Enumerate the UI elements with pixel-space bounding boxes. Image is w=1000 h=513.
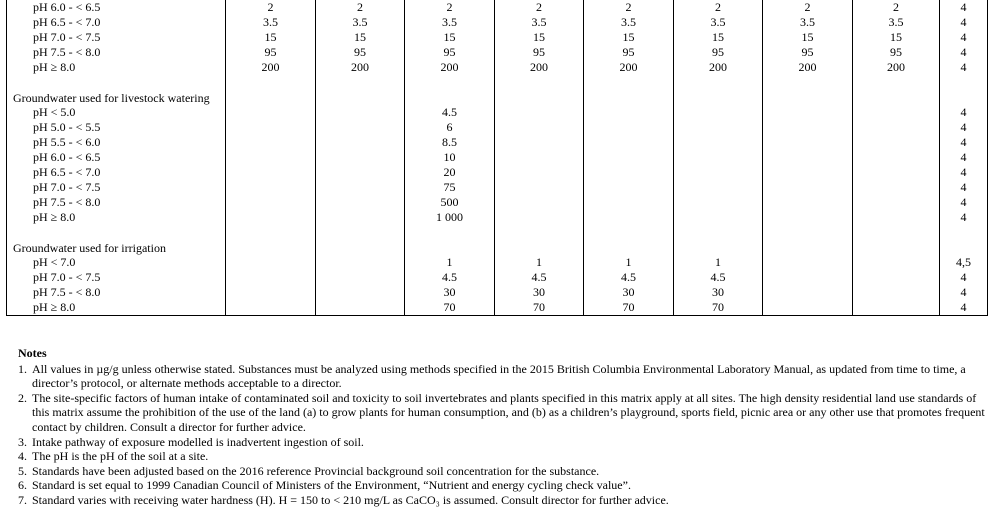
standard-value-cell: 3.5: [584, 15, 674, 30]
matrix-body: [7, 0, 988, 316]
standard-value-cell: 4.5: [405, 270, 495, 285]
table-row: [7, 45, 988, 60]
standard-value-cell: [674, 105, 763, 120]
standard-value-cell: 70: [495, 300, 584, 316]
standard-value-cell: [495, 135, 584, 150]
standard-value-cell: 200: [674, 60, 763, 75]
section-heading: Groundwater used for livestock watering: [7, 90, 226, 105]
standard-value-cell: [674, 120, 763, 135]
standard-value-cell: [584, 120, 674, 135]
standard-value-cell: 4.5: [405, 105, 495, 120]
note-text: Standard varies with receiving water hardness (H). H = 150 to < 210 mg/L as CaCO₃ is assumed. Consult director for further advice.: [32, 492, 669, 507]
note-ref-cell: 4: [940, 30, 988, 45]
standard-value-cell: 95: [226, 45, 316, 60]
standard-value-cell: [226, 255, 316, 270]
standard-value-cell: [495, 195, 584, 210]
ph-range-label: pH < 7.0: [7, 255, 226, 270]
standard-value-cell: [853, 210, 940, 225]
note-ref-cell: 4: [940, 180, 988, 195]
ph-range-label: pH ≥ 8.0: [7, 210, 226, 225]
standard-value-cell: 95: [674, 45, 763, 60]
standard-value-cell: [763, 165, 853, 180]
spacer-row: [7, 75, 988, 90]
note-text: Standard is set equal to 1999 Canadian Council of Ministers of the Environment, “Nutrient and energy cycling check value”.: [32, 478, 631, 493]
note-ref-cell: 4: [940, 135, 988, 150]
standard-value-cell: [763, 270, 853, 285]
standard-value-cell: 30: [495, 285, 584, 300]
standard-value-cell: 15: [853, 30, 940, 45]
standard-value-cell: [763, 300, 853, 316]
standard-value-cell: 15: [405, 30, 495, 45]
standard-value-cell: [226, 120, 316, 135]
standard-value-cell: [316, 105, 405, 120]
standard-value-cell: [316, 285, 405, 300]
standard-value-cell: 500: [405, 195, 495, 210]
standard-value-cell: 95: [584, 45, 674, 60]
standard-value-cell: 200: [405, 60, 495, 75]
note-item: [18, 464, 988, 479]
note-item: [18, 391, 988, 435]
section-heading-row: [7, 240, 988, 255]
standard-value-cell: 15: [316, 30, 405, 45]
standard-value-cell: [316, 165, 405, 180]
standard-value-cell: 15: [495, 30, 584, 45]
standard-value-cell: 95: [316, 45, 405, 60]
table-row: [7, 135, 988, 150]
standard-value-cell: [674, 165, 763, 180]
standard-value-cell: [674, 195, 763, 210]
note-ref-cell: 4: [940, 300, 988, 316]
section-heading-row: [7, 90, 988, 105]
standard-value-cell: 6: [405, 120, 495, 135]
ph-range-label: pH 7.5 - < 8.0: [7, 195, 226, 210]
standard-value-cell: 3.5: [763, 15, 853, 30]
note-item: [18, 493, 988, 508]
note-number: 7.: [18, 492, 27, 507]
standard-value-cell: [226, 195, 316, 210]
ph-range-label: pH 5.5 - < 6.0: [7, 135, 226, 150]
note-ref-cell: 4: [940, 210, 988, 225]
standard-value-cell: [226, 270, 316, 285]
standard-value-cell: 200: [495, 60, 584, 75]
standard-value-cell: 2: [226, 0, 316, 15]
note-text: The site-specific factors of human intake of contaminated soil and toxicity to soil invertebrates and plants specified in this matrix apply at all sites. The high density residential land use standards of this matrix assume the prohibition of the use of the land (a) to grow plants for human consumption, and (b) as a children’s playground, sports field, picnic area or any other use that promotes frequent contact by children. Consult a director for further advice.: [32, 390, 985, 434]
ph-range-label: pH 7.5 - < 8.0: [7, 45, 226, 60]
notes-title: Notes: [18, 346, 47, 360]
standard-value-cell: 95: [763, 45, 853, 60]
ph-range-label: pH 6.5 - < 7.0: [7, 15, 226, 30]
standard-value-cell: 2: [584, 0, 674, 15]
standard-value-cell: 1: [405, 255, 495, 270]
standard-value-cell: [226, 165, 316, 180]
standard-value-cell: [853, 270, 940, 285]
table-row: [7, 60, 988, 75]
note-number: 4.: [18, 449, 27, 464]
standard-value-cell: 15: [674, 30, 763, 45]
notes-list: [18, 362, 988, 508]
note-text: The pH is the pH of the soil at a site.: [32, 449, 209, 464]
standard-value-cell: 70: [674, 300, 763, 316]
standard-value-cell: 200: [226, 60, 316, 75]
note-text: All values in µg/g unless otherwise stated. Substances must be analyzed using methods specified in the 2015 British Columbia Environmental Laboratory Manual, as updated from time to time, a director’s protocol, or alternate methods acceptable to a director.: [32, 361, 966, 391]
standard-value-cell: [763, 180, 853, 195]
standard-value-cell: [853, 135, 940, 150]
standard-value-cell: 2: [405, 0, 495, 15]
standard-value-cell: [226, 300, 316, 316]
standard-value-cell: [853, 300, 940, 316]
standard-value-cell: 8.5: [405, 135, 495, 150]
standard-value-cell: 95: [405, 45, 495, 60]
note-text: Intake pathway of exposure modelled is inadvertent ingestion of soil.: [32, 434, 364, 449]
standard-value-cell: 1 000: [405, 210, 495, 225]
standard-value-cell: 4.5: [674, 270, 763, 285]
standard-value-cell: 4.5: [584, 270, 674, 285]
standard-value-cell: [584, 195, 674, 210]
standard-value-cell: [584, 135, 674, 150]
standard-value-cell: [763, 135, 853, 150]
standards-matrix-table: [6, 0, 988, 316]
standard-value-cell: [316, 180, 405, 195]
note-ref-cell: 4: [940, 45, 988, 60]
standard-value-cell: [853, 285, 940, 300]
standard-value-cell: [495, 120, 584, 135]
standard-value-cell: [674, 150, 763, 165]
standard-value-cell: [495, 150, 584, 165]
note-ref-cell: 4: [940, 150, 988, 165]
standard-value-cell: [316, 195, 405, 210]
standard-value-cell: 1: [584, 255, 674, 270]
standard-value-cell: [226, 105, 316, 120]
standard-value-cell: [674, 135, 763, 150]
table-row: [7, 120, 988, 135]
note-ref-cell: 4: [940, 285, 988, 300]
standard-value-cell: [853, 180, 940, 195]
standard-value-cell: [853, 105, 940, 120]
standard-value-cell: [584, 180, 674, 195]
ph-range-label: pH 6.5 - < 7.0: [7, 165, 226, 180]
table-row: [7, 165, 988, 180]
standard-value-cell: 3.5: [405, 15, 495, 30]
note-number: 2.: [18, 390, 27, 405]
ph-range-label: pH < 5.0: [7, 105, 226, 120]
note-ref-cell: 4: [940, 15, 988, 30]
standard-value-cell: 200: [763, 60, 853, 75]
standard-value-cell: 95: [495, 45, 584, 60]
note-number: 6.: [18, 478, 27, 493]
standard-value-cell: [316, 135, 405, 150]
standard-value-cell: [763, 150, 853, 165]
standard-value-cell: [495, 105, 584, 120]
standard-value-cell: 2: [316, 0, 405, 15]
standard-value-cell: [763, 120, 853, 135]
standard-value-cell: [584, 105, 674, 120]
standard-value-cell: [226, 150, 316, 165]
note-ref-cell: 4: [940, 60, 988, 75]
standard-value-cell: [495, 180, 584, 195]
standard-value-cell: [226, 135, 316, 150]
standard-value-cell: [853, 255, 940, 270]
standard-value-cell: 2: [853, 0, 940, 15]
ph-range-label: pH 7.0 - < 7.5: [7, 180, 226, 195]
table-row: [7, 150, 988, 165]
standard-value-cell: 200: [853, 60, 940, 75]
standard-value-cell: 3.5: [226, 15, 316, 30]
standard-value-cell: 70: [405, 300, 495, 316]
table-row: [7, 30, 988, 45]
standard-value-cell: [763, 105, 853, 120]
standard-value-cell: 10: [405, 150, 495, 165]
table-row: [7, 255, 988, 270]
standard-value-cell: [316, 255, 405, 270]
standard-value-cell: 1: [495, 255, 584, 270]
standard-value-cell: 15: [584, 30, 674, 45]
standard-value-cell: 15: [226, 30, 316, 45]
standard-value-cell: [316, 150, 405, 165]
table-row: [7, 15, 988, 30]
standard-value-cell: 4.5: [495, 270, 584, 285]
standard-value-cell: 75: [405, 180, 495, 195]
standard-value-cell: [763, 195, 853, 210]
standard-value-cell: 3.5: [495, 15, 584, 30]
note-number: 1.: [18, 361, 27, 376]
table-row: [7, 195, 988, 210]
standard-value-cell: 30: [405, 285, 495, 300]
ph-range-label: pH 7.5 - < 8.0: [7, 285, 226, 300]
standard-value-cell: 15: [763, 30, 853, 45]
note-ref-cell: 4: [940, 120, 988, 135]
spacer-row: [7, 225, 988, 240]
note-ref-cell: 4: [940, 165, 988, 180]
standard-value-cell: 2: [495, 0, 584, 15]
standard-value-cell: 2: [763, 0, 853, 15]
standard-value-cell: 70: [584, 300, 674, 316]
table-row: [7, 105, 988, 120]
table-row: [7, 210, 988, 225]
standard-value-cell: [495, 165, 584, 180]
table-row: [7, 270, 988, 285]
standard-value-cell: [674, 180, 763, 195]
note-number: 3.: [18, 434, 27, 449]
standard-value-cell: [226, 210, 316, 225]
standard-value-cell: [584, 150, 674, 165]
note-item: [18, 435, 988, 450]
standard-value-cell: 3.5: [853, 15, 940, 30]
notes-section: [18, 346, 988, 508]
standard-value-cell: [763, 255, 853, 270]
note-ref-cell: 4: [940, 0, 988, 15]
ph-range-label: pH 7.0 - < 7.5: [7, 270, 226, 285]
standard-value-cell: [853, 120, 940, 135]
section-heading: Groundwater used for irrigation: [7, 240, 226, 255]
standard-value-cell: 20: [405, 165, 495, 180]
standard-value-cell: [763, 210, 853, 225]
standard-value-cell: [674, 210, 763, 225]
note-item: [18, 478, 988, 493]
standard-value-cell: 200: [584, 60, 674, 75]
ph-range-label: pH 5.0 - < 5.5: [7, 120, 226, 135]
standard-value-cell: [226, 180, 316, 195]
standard-value-cell: [853, 150, 940, 165]
note-text: Standards have been adjusted based on the 2016 reference Provincial background soil concentration for the substance.: [32, 463, 600, 478]
ph-range-label: pH 6.0 - < 6.5: [7, 0, 226, 15]
standard-value-cell: 95: [853, 45, 940, 60]
standard-value-cell: 30: [674, 285, 763, 300]
standard-value-cell: 1: [674, 255, 763, 270]
standard-value-cell: [495, 210, 584, 225]
note-number: 5.: [18, 463, 27, 478]
table-row: [7, 285, 988, 300]
standard-value-cell: [853, 195, 940, 210]
standard-value-cell: [584, 210, 674, 225]
ph-range-label: pH ≥ 8.0: [7, 60, 226, 75]
standard-value-cell: [316, 270, 405, 285]
standard-value-cell: [316, 210, 405, 225]
ph-range-label: pH 7.0 - < 7.5: [7, 30, 226, 45]
ph-range-label: pH ≥ 8.0: [7, 300, 226, 316]
standard-value-cell: 3.5: [674, 15, 763, 30]
note-ref-cell: 4,5: [940, 255, 988, 270]
standard-value-cell: [584, 165, 674, 180]
standard-value-cell: 2: [674, 0, 763, 15]
note-item: [18, 362, 988, 391]
note-ref-cell: 4: [940, 270, 988, 285]
note-ref-cell: 4: [940, 105, 988, 120]
note-item: [18, 449, 988, 464]
standard-value-cell: 30: [584, 285, 674, 300]
standard-value-cell: [763, 285, 853, 300]
ph-range-label: pH 6.0 - < 6.5: [7, 150, 226, 165]
standard-value-cell: [853, 165, 940, 180]
table-row: [7, 300, 988, 316]
standard-value-cell: [316, 300, 405, 316]
table-row: [7, 0, 988, 15]
standard-value-cell: 200: [316, 60, 405, 75]
standard-value-cell: [316, 120, 405, 135]
standard-value-cell: 3.5: [316, 15, 405, 30]
note-ref-cell: 4: [940, 195, 988, 210]
standard-value-cell: [226, 285, 316, 300]
table-row: [7, 180, 988, 195]
